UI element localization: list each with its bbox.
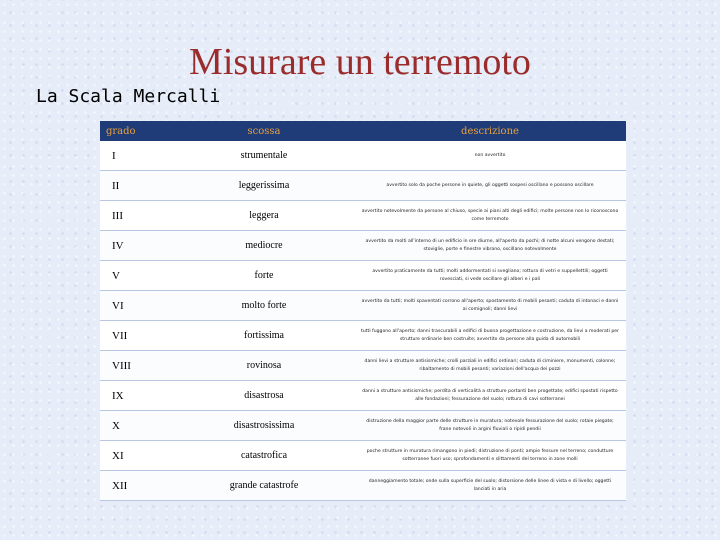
shock-cell: strumentale [174, 141, 354, 171]
shock-cell: disastrosissima [174, 411, 354, 441]
grade-cell: X [100, 411, 174, 441]
description-cell: avvertito da molti all'interno di un edificio in ore diurne, all'aperto da pochi; di notte alcuni vengono destati; stoviglie, porte e finestre vibrano, oscillano notevolmente [354, 231, 626, 261]
description-cell: tutti fuggono all'aperto; danni trascurabili a edifici di buona progettazione e costruzione, da lievi a moderati per strutture ordinarie ben costruite; avvertito da persone alla guida di automobili [354, 321, 626, 351]
grade-cell: VII [100, 321, 174, 351]
shock-cell: rovinosa [174, 351, 354, 381]
table-row [100, 471, 626, 501]
description-cell: poche strutture in muratura rimangono in piedi; distruzione di ponti; ampie fessure nel terreno; condutture sotterranee fuori uso; sprofondamenti e slittamenti del terreno in zone molli [354, 441, 626, 471]
description-cell: avvertito da tutti; molti spaventati corrono all'aperto; spostamento di mobili pesanti; caduta di intonaci e danni ai comignoli; danni lievi [354, 291, 626, 321]
shock-cell: grande catastrofe [174, 471, 354, 501]
shock-cell: leggera [174, 201, 354, 231]
table-row [100, 381, 626, 411]
slide-title: Misurare un terremoto [189, 41, 531, 83]
grade-cell: IV [100, 231, 174, 261]
grade-cell: IX [100, 381, 174, 411]
shock-cell: leggerissima [174, 171, 354, 201]
table-header-row [100, 121, 626, 141]
shock-cell: molto forte [174, 291, 354, 321]
grade-cell: V [100, 261, 174, 291]
slide-subtitle: La Scala Mercalli [36, 86, 221, 107]
header-scossa: scossa [174, 121, 354, 141]
table-row [100, 351, 626, 381]
grade-cell: XII [100, 471, 174, 501]
grade-cell: VI [100, 291, 174, 321]
description-cell: avvertito notevolmente da persone al chiuso, specie ai piani alti degli edifici; molte persone non lo riconoscono come terremoto [354, 201, 626, 231]
shock-cell: disastrosa [174, 381, 354, 411]
description-cell: avvertito praticamente da tutti; molti addormentati si svegliano; rottura di vetri e suppellettili; oggetti rovesciati, si vede oscillare gli alberi e i pali [354, 261, 626, 291]
description-cell: danni lievi a strutture antisismiche; crolli parziali in edifici ordinari; caduta di ciminiere, monumenti, colonne; ribaltamento di mobili pesanti; variazioni dell'acqua dei pozzi [354, 351, 626, 381]
grade-cell: I [100, 141, 174, 171]
table-row [100, 201, 626, 231]
shock-cell: fortissima [174, 321, 354, 351]
shock-cell: catastrofica [174, 441, 354, 471]
description-cell: danni a strutture antisismiche; perdita di verticalità a strutture portanti ben progettate; edifici spostati rispetto alle fondazioni; fessurazione del suolo; rottura di cavi sotterranei [354, 381, 626, 411]
table-row [100, 321, 626, 351]
shock-cell: mediocre [174, 231, 354, 261]
grade-cell: XI [100, 441, 174, 471]
grade-cell: II [100, 171, 174, 201]
header-grado: grado [100, 121, 174, 141]
table-row [100, 171, 626, 201]
header-descrizione: descrizione [354, 121, 626, 141]
description-cell: distruzione della maggior parte delle strutture in muratura; notevole fessurazione del suolo; rotaie piegate; frane notevoli in argini fluviali o ripidi pendii [354, 411, 626, 441]
table-row [100, 291, 626, 321]
table-row [100, 441, 626, 471]
grade-cell: VIII [100, 351, 174, 381]
description-cell: danneggiamento totale; onde sulla superficie del suolo; distorsione delle linee di vista e di livello; oggetti lanciati in aria [354, 471, 626, 501]
shock-cell: forte [174, 261, 354, 291]
mercalli-scale-table [100, 121, 626, 501]
table-row [100, 141, 626, 171]
table-row [100, 231, 626, 261]
description-cell: non avvertito [354, 141, 626, 171]
table-row [100, 261, 626, 291]
grade-cell: III [100, 201, 174, 231]
description-cell: avvertito solo da poche persone in quiete, gli oggetti sospesi oscillano e possono oscillare [354, 171, 626, 201]
table-row [100, 411, 626, 441]
